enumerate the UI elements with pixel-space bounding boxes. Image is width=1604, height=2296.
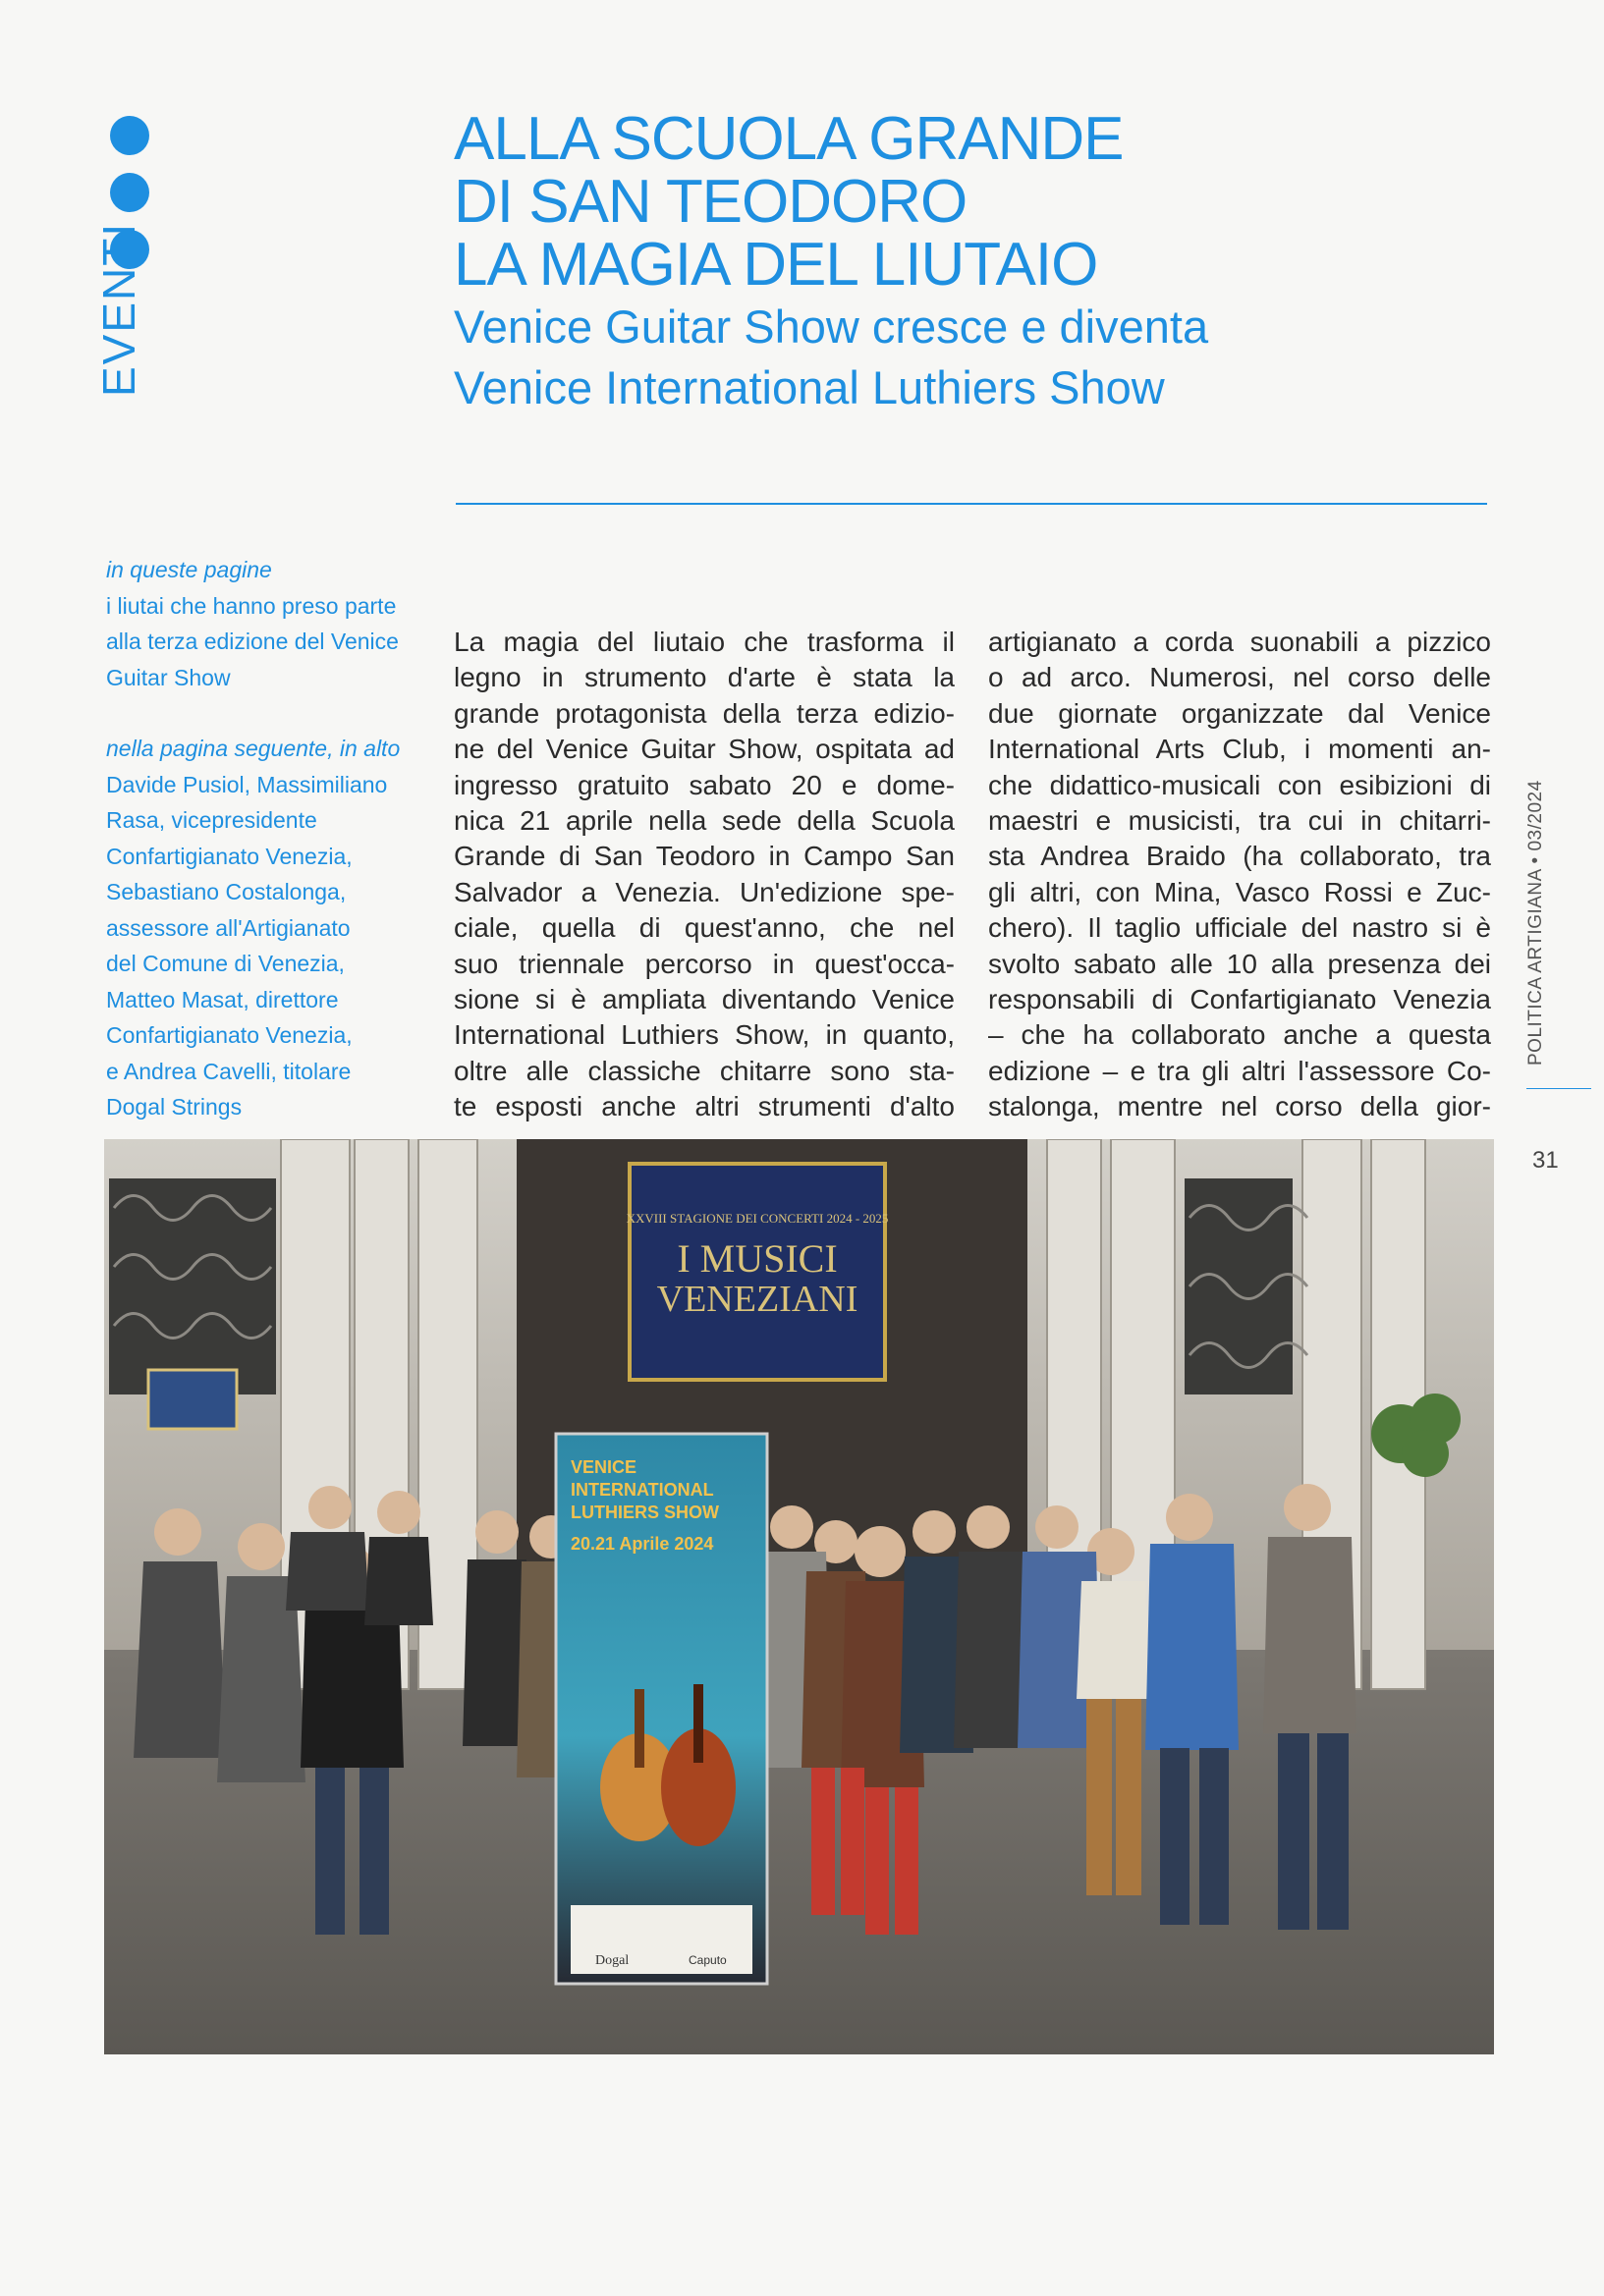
magazine-issue-label: POLITICA ARTIGIANA • 03/2024	[1525, 780, 1546, 1066]
body-line: sione si è ampliata diventando Venice	[454, 984, 955, 1015]
rollup-line-2: INTERNATIONAL	[571, 1480, 714, 1500]
caption-line: alla terza edizione del Venice	[106, 629, 399, 654]
caption-line: Guitar Show	[106, 664, 231, 690]
banner-line-2: I MUSICI	[677, 1236, 838, 1281]
body-column-2	[988, 625, 1491, 1125]
body-line: – che ha collaborato anche a questa	[988, 1019, 1491, 1051]
rollup-line-4: 20.21 Aprile 2024	[571, 1534, 714, 1554]
body-line: grande protagonista della terza edizio-	[454, 697, 955, 729]
body-line: ciale, quella di quest'anno, che nel	[454, 912, 955, 944]
caption-line: Sebastiano Costalonga,	[106, 879, 347, 904]
title-line-2: DI SAN TEODORO	[454, 168, 968, 236]
body-line: edizione – e tra gli altri l'assessore Co-	[988, 1055, 1491, 1086]
body-line: te esposti anche altri strumenti d'alto	[454, 1091, 955, 1122]
caption-line: Davide Pusiol, Massimiliano	[106, 771, 388, 797]
body-line: ne del Venice Guitar Show, ospitata ad	[454, 734, 955, 765]
body-line: sta Andrea Braido (ha collaborato, tra	[988, 841, 1491, 872]
caption-line: Matteo Masat, direttore	[106, 986, 339, 1012]
caption-line: e Andrea Cavelli, titolare	[106, 1058, 352, 1084]
body-line: Salvador a Venezia. Un'edizione spe-	[454, 876, 955, 907]
title-line-1: ALLA SCUOLA GRANDE	[454, 105, 1124, 173]
caption-line: i liutai che hanno preso parte	[106, 592, 397, 619]
body-line: o ad arco. Numerosi, nel corso delle	[988, 662, 1491, 693]
body-line: La magia del liutaio che trasforma il	[454, 627, 955, 657]
caption-heading-1: in queste pagine	[106, 557, 272, 582]
section-label: EVENTI	[93, 221, 144, 397]
body-line: artigianato a corda suonabili a pizzico	[988, 627, 1491, 657]
caption-line: Dogal Strings	[106, 1094, 243, 1120]
body-line: nica 21 aprile nella sede della Scuola	[454, 805, 955, 837]
dot-1	[110, 116, 149, 155]
photo-caption	[106, 552, 440, 1125]
body-column-1	[454, 625, 955, 1125]
body-line: maestri e musicisti, tra cui in chitarri-	[988, 805, 1491, 837]
group-photo	[104, 1139, 1494, 2054]
body-line: International Luthiers Show, in quanto,	[454, 1019, 955, 1051]
title-divider	[456, 503, 1487, 505]
body-line: responsabili di Confartigianato Venezia	[988, 984, 1491, 1015]
body-line: suo triennale percorso in quest'occa-	[454, 948, 955, 979]
subtitle-line-2: Venice International Luthiers Show	[454, 361, 1165, 413]
banner-line-3: VENEZIANI	[656, 1279, 858, 1320]
group-photo-illustration	[104, 1139, 1494, 2054]
caption-line: Confartigianato Venezia,	[106, 843, 353, 869]
body-line: svolto sabato alle 10 alla presenza dei	[988, 948, 1491, 979]
page-number: 31	[1532, 1147, 1559, 1174]
rollup-line-3: LUTHIERS SHOW	[571, 1503, 719, 1522]
rollup-sponsor-1: Dogal	[595, 1953, 630, 1968]
article-title	[454, 105, 1495, 418]
body-line: due giornate organizzate dal Venice	[988, 697, 1491, 729]
dot-2	[110, 173, 149, 212]
sidebar-divider	[1526, 1088, 1591, 1089]
caption-heading-2: nella pagina seguente, in alto	[106, 736, 401, 761]
caption-line: del Comune di Venezia,	[106, 951, 345, 976]
body-line: ingresso gratuito sabato 20 e dome-	[454, 769, 955, 800]
rollup-line-1: VENICE	[571, 1457, 637, 1477]
body-line: International Arts Club, i momenti an-	[988, 734, 1491, 765]
rollup-sponsor-2: Caputo	[689, 1953, 727, 1967]
body-line: legno in strumento d'arte è stata la	[454, 662, 955, 693]
body-line: oltre alle classiche chitarre sono sta-	[454, 1055, 955, 1086]
body-line: gli altri, con Mina, Vasco Rossi e Zuc-	[988, 876, 1491, 907]
title-line-3: LA MAGIA DEL LIUTAIO	[454, 231, 1098, 299]
caption-line: assessore all'Artigianato	[106, 914, 351, 941]
caption-line: Rasa, vicepresidente	[106, 807, 317, 833]
banner-line-1: XXVIII STAGIONE DEI CONCERTI 2024 - 2025	[626, 1211, 889, 1226]
caption-line: Confartigianato Venezia,	[106, 1022, 353, 1048]
body-line: chero). Il taglio ufficiale del nastro si è	[988, 912, 1491, 944]
body-line: Grande di San Teodoro in Campo San	[454, 841, 955, 872]
subtitle-line-1: Venice Guitar Show cresce e diventa	[454, 301, 1209, 353]
body-line: che didattico-musicali con esibizioni di	[988, 769, 1491, 800]
body-line: stalonga, mentre nel corso della gior-	[988, 1091, 1491, 1122]
